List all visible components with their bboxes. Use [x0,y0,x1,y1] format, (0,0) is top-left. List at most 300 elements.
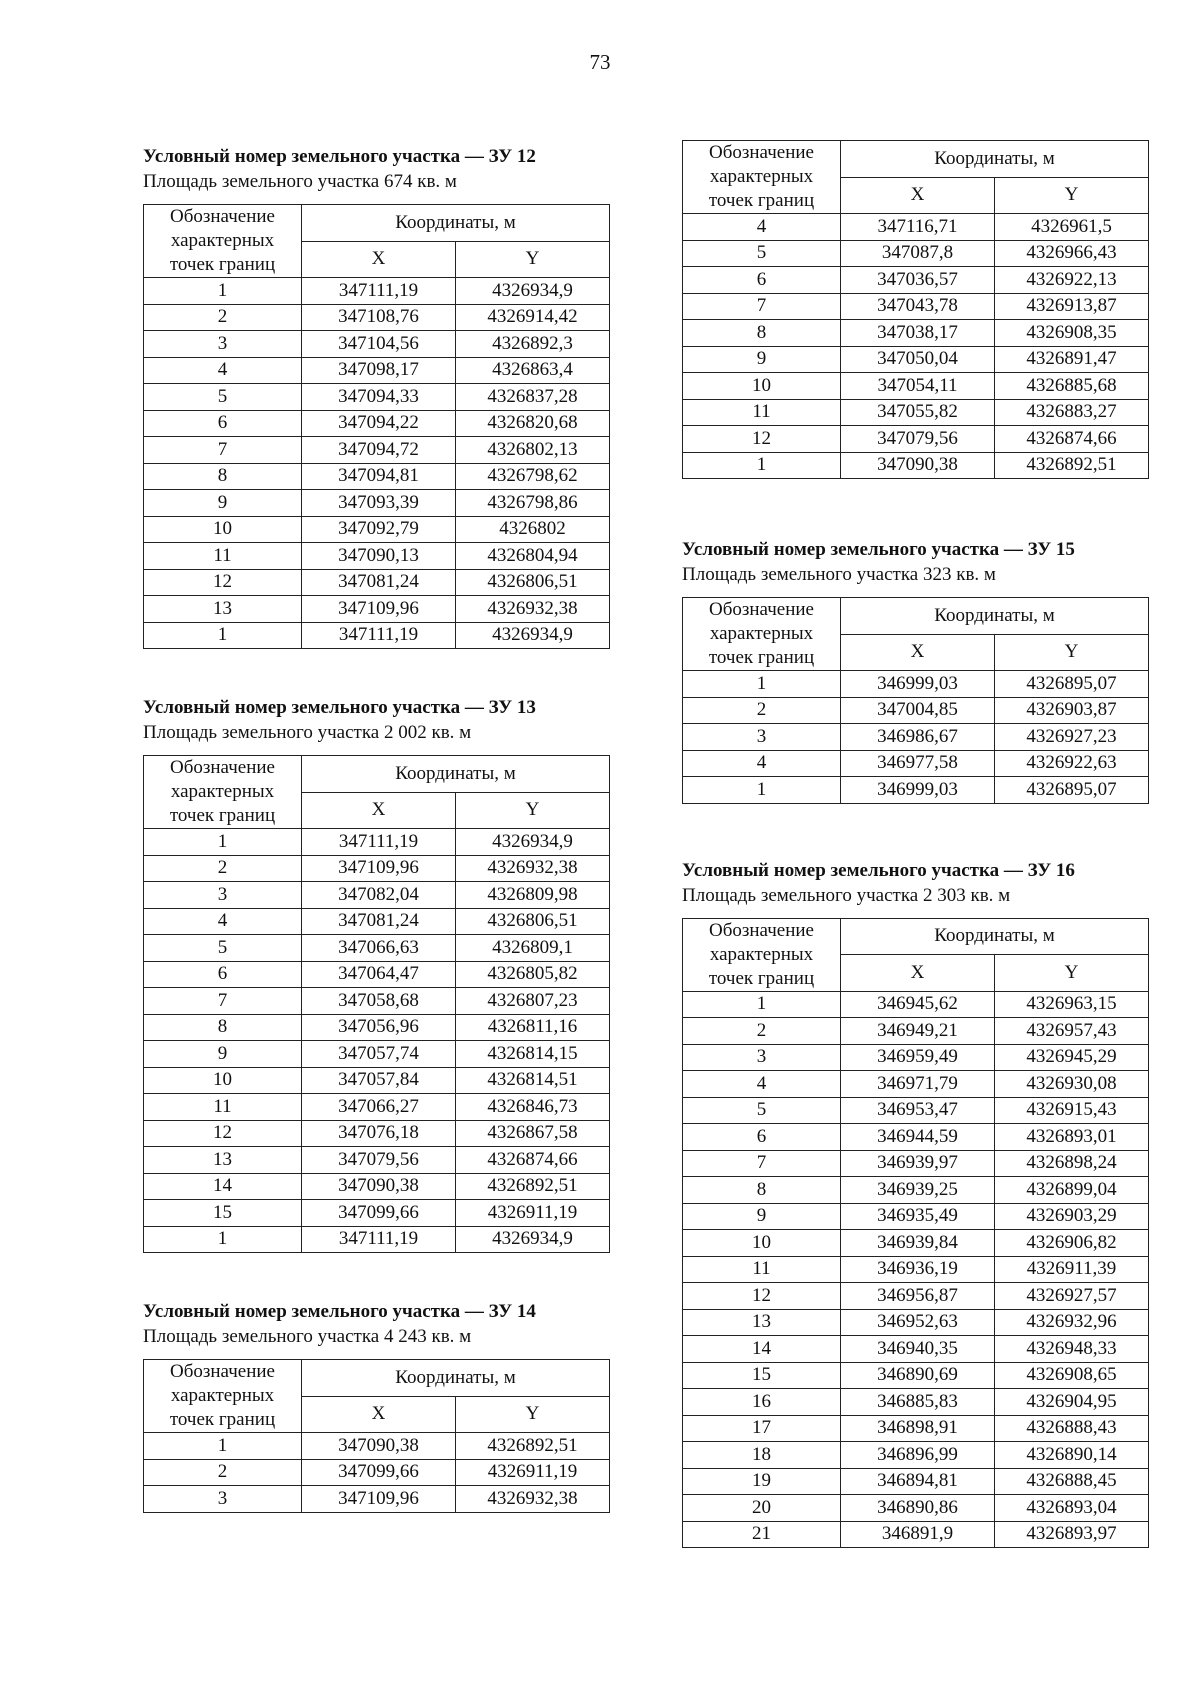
x-coordinate-cell: 346999,03 [841,671,995,698]
x-coordinate-cell: 347090,38 [302,1433,456,1460]
table-row [144,1226,610,1253]
y-coordinate-cell: 4326798,62 [456,463,610,490]
coordinates-table [143,1359,610,1513]
point-number-cell: 9 [683,346,841,373]
table-row [144,384,610,411]
points-header-line: Обозначение [709,599,814,620]
x-coordinate-cell: 347111,19 [302,622,456,649]
x-coordinate-cell: 347111,19 [302,1226,456,1253]
x-coordinate-cell: 346898,91 [841,1415,995,1442]
table-row [144,463,610,490]
table-row [144,410,610,437]
point-number-cell: 1 [683,777,841,804]
parcel-section [682,537,1152,804]
y-coordinate-cell: 4326806,51 [456,908,610,935]
table-row [144,1094,610,1121]
x-coordinate-cell: 347050,04 [841,346,995,373]
table-row [683,1389,1149,1416]
point-number-cell: 1 [683,991,841,1018]
table-row [144,1014,610,1041]
point-number-cell: 9 [683,1203,841,1230]
x-coordinate-cell: 347082,04 [302,882,456,909]
point-number-cell: 16 [683,1389,841,1416]
parcel-area: Площадь земельного участка 4 243 кв. м [143,1326,472,1347]
points-header-line: Обозначение [709,919,814,941]
x-coordinate-cell: 346939,84 [841,1230,995,1257]
x-coordinate-cell: 347043,78 [841,293,995,320]
y-coordinate-cell: 4326904,95 [995,1389,1149,1416]
x-coordinate-cell: 346891,9 [841,1521,995,1548]
parcel-section [682,858,1152,1549]
x-coordinate-cell: 347111,19 [302,278,456,305]
table-row [144,882,610,909]
x-coordinate-cell: 347038,17 [841,320,995,347]
point-number-cell: 11 [144,543,302,570]
point-number-cell: 9 [144,490,302,517]
coordinates-header: Координаты, м [302,756,610,793]
table-row [683,1256,1149,1283]
table-row [683,1071,1149,1098]
parcel-title: Условный номер земельного участка –– ЗУ 16 [682,859,1075,881]
x-coordinate-cell: 347098,17 [302,357,456,384]
point-number-cell: 7 [144,988,302,1015]
coordinates-header: Координаты, м [302,1360,610,1397]
point-number-cell: 10 [683,373,841,400]
points-header-line: точек границ [169,1409,276,1430]
point-number-cell: 5 [144,384,302,411]
y-coordinate-cell: 4326957,43 [995,1018,1149,1045]
points-header-line: Обозначение [170,1361,275,1382]
x-coordinate-cell: 347066,27 [302,1094,456,1121]
table-row [144,1200,610,1227]
point-number-cell: 21 [683,1521,841,1548]
y-coordinate-cell: 4326932,38 [456,1486,610,1513]
y-coordinate-cell: 4326927,57 [995,1283,1149,1310]
table-row [683,399,1149,426]
y-coordinate-cell: 4326895,07 [995,777,1149,804]
x-coordinate-cell: 346939,25 [841,1177,995,1204]
x-coordinate-cell: 347066,63 [302,935,456,962]
table-row [144,1120,610,1147]
x-coordinate-cell: 347055,82 [841,399,995,426]
x-coordinate-cell: 347004,85 [841,697,995,724]
table-row [144,961,610,988]
y-coordinate-cell: 4326805,82 [456,961,610,988]
x-coordinate-cell: 346939,97 [841,1150,995,1177]
point-number-cell: 5 [683,240,841,267]
table-row [683,1177,1149,1204]
table-row [683,1336,1149,1363]
table-row [144,596,610,623]
point-number-cell: 5 [144,935,302,962]
x-coordinate-cell: 347094,33 [302,384,456,411]
table-row [144,543,610,570]
y-coordinate-cell: 4326895,07 [995,671,1149,698]
point-number-cell: 12 [144,569,302,596]
points-header-line: характерных [709,166,814,187]
y-coordinate-cell: 4326930,08 [995,1071,1149,1098]
table-row [683,346,1149,373]
y-coordinate-cell: 4326809,1 [456,935,610,962]
x-coordinate-cell: 346986,67 [841,724,995,751]
y-coordinate-cell: 4326890,14 [995,1442,1149,1469]
point-number-cell: 1 [683,452,841,479]
table-row [683,1442,1149,1469]
y-coordinate-cell: 4326820,68 [456,410,610,437]
point-number-cell: 2 [144,855,302,882]
coordinates-header: Координаты, м [302,205,610,242]
y-coordinate-cell: 4326883,27 [995,399,1149,426]
y-coordinate-cell: 4326903,87 [995,697,1149,724]
table-row [683,267,1149,294]
table-row [683,373,1149,400]
table-row [683,1495,1149,1522]
table-row [683,1468,1149,1495]
x-coordinate-cell: 346977,58 [841,750,995,777]
table-row [683,1150,1149,1177]
y-coordinate-cell: 4326914,42 [456,304,610,331]
point-number-cell: 3 [144,1486,302,1513]
table-row [144,569,610,596]
point-number-cell: 2 [144,1459,302,1486]
table-row [683,697,1149,724]
x-coordinate-cell: 347116,71 [841,214,995,241]
point-number-cell: 12 [144,1120,302,1147]
points-header-line: характерных [170,230,275,251]
point-number-cell: 6 [683,1124,841,1151]
y-coordinate-cell: 4326911,19 [456,1459,610,1486]
points-header-line: характерных [709,943,814,965]
point-number-cell: 1 [683,671,841,698]
table-row [683,1097,1149,1124]
y-coordinate-cell: 4326934,9 [456,1226,610,1253]
table-row [683,293,1149,320]
y-coordinate-cell: 4326922,63 [995,750,1149,777]
table-row [144,855,610,882]
y-coordinate-cell: 4326814,15 [456,1041,610,1068]
x-coordinate-cell: 346890,86 [841,1495,995,1522]
y-coordinate-cell: 4326888,45 [995,1468,1149,1495]
points-header-line: Обозначение [170,757,275,778]
point-number-cell: 4 [683,214,841,241]
point-number-cell: 1 [144,622,302,649]
parcel-area: Площадь земельного участка 323 кв. м [682,564,996,585]
point-number-cell: 15 [144,1200,302,1227]
y-coordinate-cell: 4326948,33 [995,1336,1149,1363]
x-coordinate-cell: 347057,84 [302,1067,456,1094]
table-row [683,240,1149,267]
points-header [144,205,302,278]
table-row [144,516,610,543]
points-header-line: точек границ [708,647,815,668]
table-row [144,988,610,1015]
y-coordinate-cell: 4326963,15 [995,991,1149,1018]
y-coordinate-cell: 4326885,68 [995,373,1149,400]
x-coordinate-cell: 346952,63 [841,1309,995,1336]
points-header-line: точек границ [708,967,815,989]
table-row [144,490,610,517]
x-coordinate-cell: 346935,49 [841,1203,995,1230]
y-header: Y [995,177,1149,214]
point-number-cell: 6 [144,410,302,437]
y-coordinate-cell: 4326966,43 [995,240,1149,267]
points-header [144,756,302,829]
parcel-section [143,144,613,649]
y-coordinate-cell: 4326809,98 [456,882,610,909]
y-coordinate-cell: 4326915,43 [995,1097,1149,1124]
point-number-cell: 5 [683,1097,841,1124]
y-coordinate-cell: 4326802,13 [456,437,610,464]
table-row [683,671,1149,698]
point-number-cell: 4 [144,357,302,384]
y-coordinate-cell: 4326898,24 [995,1150,1149,1177]
x-coordinate-cell: 347079,56 [302,1147,456,1174]
y-header: Y [456,792,610,829]
point-number-cell: 12 [683,1283,841,1310]
table-row [144,357,610,384]
point-number-cell: 13 [683,1309,841,1336]
x-header: X [302,1396,456,1433]
x-coordinate-cell: 347087,8 [841,240,995,267]
y-coordinate-cell: 4326798,86 [456,490,610,517]
x-header: X [302,241,456,278]
parcel-section [143,1299,613,1513]
y-coordinate-cell: 4326892,51 [995,452,1149,479]
y-coordinate-cell: 4326802 [456,516,610,543]
points-header-line: характерных [709,623,814,644]
x-coordinate-cell: 347064,47 [302,961,456,988]
y-coordinate-cell: 4326874,66 [995,426,1149,453]
y-coordinate-cell: 4326932,96 [995,1309,1149,1336]
point-number-cell: 7 [683,1150,841,1177]
x-coordinate-cell: 346890,69 [841,1362,995,1389]
point-number-cell: 1 [144,278,302,305]
x-coordinate-cell: 347056,96 [302,1014,456,1041]
coordinates-header: Координаты, м [841,918,1149,955]
x-coordinate-cell: 346945,62 [841,991,995,1018]
table-row [683,320,1149,347]
point-number-cell: 7 [683,293,841,320]
table-row [683,1203,1149,1230]
point-number-cell: 14 [683,1336,841,1363]
y-coordinate-cell: 4326874,66 [456,1147,610,1174]
table-row [683,1230,1149,1257]
table-row [683,991,1149,1018]
table-row [683,1124,1149,1151]
points-header [683,141,841,214]
point-number-cell: 8 [683,320,841,347]
point-number-cell: 2 [683,1018,841,1045]
table-row [144,1067,610,1094]
table-row [683,750,1149,777]
x-coordinate-cell: 347076,18 [302,1120,456,1147]
table-row [144,1147,610,1174]
table-row [144,278,610,305]
point-number-cell: 3 [144,331,302,358]
point-number-cell: 14 [144,1173,302,1200]
x-coordinate-cell: 347057,74 [302,1041,456,1068]
parcel-title: Условный номер земельного участка –– ЗУ 14 [143,1301,536,1322]
point-number-cell: 18 [683,1442,841,1469]
x-coordinate-cell: 346940,35 [841,1336,995,1363]
x-coordinate-cell: 346949,21 [841,1018,995,1045]
y-coordinate-cell: 4326911,39 [995,1256,1149,1283]
table-row [144,1041,610,1068]
table-row [683,1283,1149,1310]
point-number-cell: 4 [683,1071,841,1098]
x-coordinate-cell: 346956,87 [841,1283,995,1310]
coordinates-table [143,204,610,649]
point-number-cell: 6 [144,961,302,988]
points-header-line: характерных [170,781,275,802]
table-row [683,1309,1149,1336]
table-row [683,1362,1149,1389]
y-coordinate-cell: 4326945,29 [995,1044,1149,1071]
table-row [144,829,610,856]
point-number-cell: 7 [144,437,302,464]
x-header: X [302,792,456,829]
x-coordinate-cell: 347109,96 [302,1486,456,1513]
coordinates-table [682,918,1149,1549]
parcel-title: Условный номер земельного участка –– ЗУ 12 [143,146,536,167]
points-header-line: характерных [170,1385,275,1406]
point-number-cell: 11 [683,1256,841,1283]
x-coordinate-cell: 346999,03 [841,777,995,804]
x-coordinate-cell: 347108,76 [302,304,456,331]
parcel-area: Площадь земельного участка 674 кв. м [143,171,457,192]
table-row [683,426,1149,453]
y-coordinate-cell: 4326837,28 [456,384,610,411]
points-header-line: точек границ [708,190,815,211]
table-row [144,1486,610,1513]
y-coordinate-cell: 4326893,97 [995,1521,1149,1548]
point-number-cell: 4 [683,750,841,777]
x-coordinate-cell: 347090,38 [841,452,995,479]
point-number-cell: 12 [683,426,841,453]
y-coordinate-cell: 4326893,04 [995,1495,1149,1522]
x-coordinate-cell: 347090,13 [302,543,456,570]
point-number-cell: 9 [144,1041,302,1068]
parcel-section [143,695,613,1253]
y-coordinate-cell: 4326906,82 [995,1230,1149,1257]
y-coordinate-cell: 4326934,9 [456,829,610,856]
x-coordinate-cell: 347081,24 [302,569,456,596]
x-coordinate-cell: 346894,81 [841,1468,995,1495]
point-number-cell: 8 [683,1177,841,1204]
point-number-cell: 4 [144,908,302,935]
table-row [683,1415,1149,1442]
y-coordinate-cell: 4326814,51 [456,1067,610,1094]
y-coordinate-cell: 4326932,38 [456,855,610,882]
point-number-cell: 2 [683,697,841,724]
y-coordinate-cell: 4326867,58 [456,1120,610,1147]
point-number-cell: 8 [144,1014,302,1041]
x-coordinate-cell: 347099,66 [302,1200,456,1227]
point-number-cell: 13 [144,596,302,623]
x-coordinate-cell: 346896,99 [841,1442,995,1469]
x-coordinate-cell: 347054,11 [841,373,995,400]
y-header: Y [995,634,1149,671]
point-number-cell: 1 [144,829,302,856]
x-coordinate-cell: 346953,47 [841,1097,995,1124]
table-row [144,935,610,962]
page-number: 73 [589,50,611,74]
x-coordinate-cell: 346944,59 [841,1124,995,1151]
table-row [683,724,1149,751]
coordinates-table [682,597,1149,804]
table-row [683,1521,1149,1548]
x-coordinate-cell: 347094,81 [302,463,456,490]
point-number-cell: 8 [144,463,302,490]
points-header [683,918,841,991]
x-header: X [841,634,995,671]
x-coordinate-cell: 347090,38 [302,1173,456,1200]
parcel-area: Площадь земельного участка 2 002 кв. м [143,722,472,743]
x-coordinate-cell: 346959,49 [841,1044,995,1071]
table-row [683,1018,1149,1045]
points-header-line: точек границ [169,805,276,826]
y-coordinate-cell: 4326934,9 [456,622,610,649]
y-coordinate-cell: 4326927,23 [995,724,1149,751]
y-coordinate-cell: 4326811,16 [456,1014,610,1041]
x-coordinate-cell: 347109,96 [302,855,456,882]
y-coordinate-cell: 4326892,3 [456,331,610,358]
y-coordinate-cell: 4326913,87 [995,293,1149,320]
y-coordinate-cell: 4326804,94 [456,543,610,570]
point-number-cell: 3 [144,882,302,909]
y-coordinate-cell: 4326846,73 [456,1094,610,1121]
point-number-cell: 15 [683,1362,841,1389]
x-coordinate-cell: 347058,68 [302,988,456,1015]
point-number-cell: 3 [683,724,841,751]
x-coordinate-cell: 347094,72 [302,437,456,464]
table-row [683,1044,1149,1071]
x-header: X [841,955,995,992]
x-coordinate-cell: 347099,66 [302,1459,456,1486]
points-header-line: Обозначение [170,206,275,227]
coordinates-table [143,755,610,1253]
coordinates-header: Координаты, м [841,141,1149,178]
right-column [682,140,1152,1594]
x-coordinate-cell: 347109,96 [302,596,456,623]
parcel-title: Условный номер земельного участка –– ЗУ 13 [143,697,536,718]
point-number-cell: 13 [144,1147,302,1174]
table-row [144,908,610,935]
table-row [144,437,610,464]
x-coordinate-cell: 347081,24 [302,908,456,935]
table-row [144,1459,610,1486]
coordinates-header: Координаты, м [841,598,1149,635]
point-number-cell: 11 [683,399,841,426]
point-number-cell: 2 [144,304,302,331]
y-coordinate-cell: 4326932,38 [456,596,610,623]
point-number-cell: 10 [683,1230,841,1257]
points-header-line: точек границ [169,254,276,275]
x-coordinate-cell: 346936,19 [841,1256,995,1283]
x-coordinate-cell: 347092,79 [302,516,456,543]
y-coordinate-cell: 4326893,01 [995,1124,1149,1151]
table-row [144,1173,610,1200]
table-row [683,777,1149,804]
y-coordinate-cell: 4326934,9 [456,278,610,305]
table-row [144,622,610,649]
parcel-section [682,140,1152,479]
y-coordinate-cell: 4326899,04 [995,1177,1149,1204]
x-coordinate-cell: 347079,56 [841,426,995,453]
y-coordinate-cell: 4326807,23 [456,988,610,1015]
x-coordinate-cell: 347036,57 [841,267,995,294]
x-header: X [841,177,995,214]
